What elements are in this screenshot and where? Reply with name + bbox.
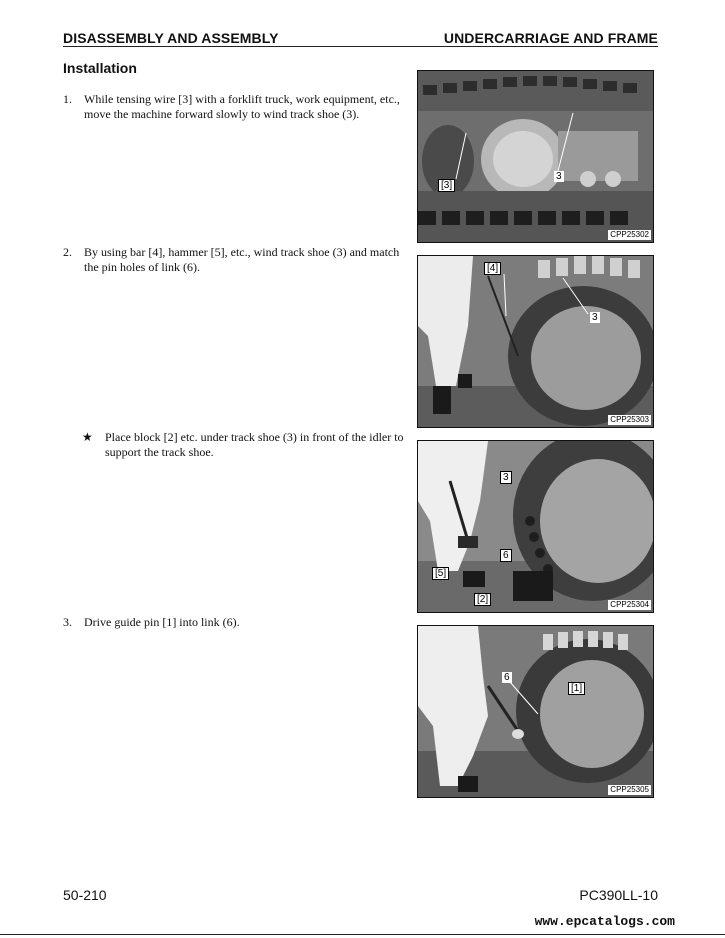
- step-text: While tensing wire [3] with a forklift truck, work equipment, etc., move the machine forward slowly to wind track shoe (3).: [84, 92, 400, 121]
- callout-wire: [3]: [438, 179, 455, 192]
- callout-guide-pin: [1]: [568, 682, 585, 695]
- guide-pin-photo: [418, 626, 653, 797]
- figure-code: CPP25305: [610, 785, 649, 794]
- callout-track-shoe: 3: [500, 471, 512, 484]
- figure-code: CPP25303: [610, 415, 649, 424]
- callout-link: 6: [500, 549, 512, 562]
- header-rule: [63, 46, 658, 47]
- figure-cpp25304: [417, 440, 654, 613]
- watermark: www.epcatalogs.com: [534, 914, 675, 929]
- note-place-block: [82, 430, 408, 460]
- callout-link: 6: [504, 672, 510, 683]
- model-number: PC390LL-10: [579, 887, 658, 903]
- callout-block: [2]: [474, 593, 491, 606]
- step-text: Drive guide pin [1] into link (6).: [84, 615, 240, 629]
- step-1: [63, 92, 408, 122]
- callout-track-shoe: 3: [556, 171, 562, 182]
- step-number: 1.: [63, 92, 72, 106]
- figure-cpp25302: [417, 70, 654, 243]
- header-section-title: DISASSEMBLY AND ASSEMBLY: [63, 30, 279, 46]
- step-2: [63, 245, 408, 275]
- callout-bar: [4]: [484, 262, 501, 275]
- installation-heading: Installation: [63, 60, 137, 76]
- figure-code: CPP25304: [610, 600, 649, 609]
- figure-code: CPP25302: [610, 230, 649, 239]
- figure-cpp25305: [417, 625, 654, 798]
- bar-winding-photo: [418, 256, 653, 427]
- callout-hammer: [5]: [432, 567, 449, 580]
- block-placement-photo: [418, 441, 653, 612]
- callout-track-shoe: 3: [592, 312, 598, 323]
- track-shoe-wire-photo: [418, 71, 653, 242]
- page-number: 50-210: [63, 887, 107, 903]
- step-3: [63, 615, 408, 630]
- star-icon: ★: [82, 430, 93, 444]
- step-text: By using bar [4], hammer [5], etc., wind track shoe (3) and match the pin holes of link (6).: [84, 245, 400, 274]
- bottom-rule: [0, 934, 725, 935]
- note-text: Place block [2] etc. under track shoe (3) in front of the idler to support the track shoe.: [105, 430, 404, 459]
- step-number: 3.: [63, 615, 72, 629]
- step-number: 2.: [63, 245, 72, 259]
- header-chapter-title: UNDERCARRIAGE AND FRAME: [443, 30, 658, 46]
- figure-cpp25303: [417, 255, 654, 428]
